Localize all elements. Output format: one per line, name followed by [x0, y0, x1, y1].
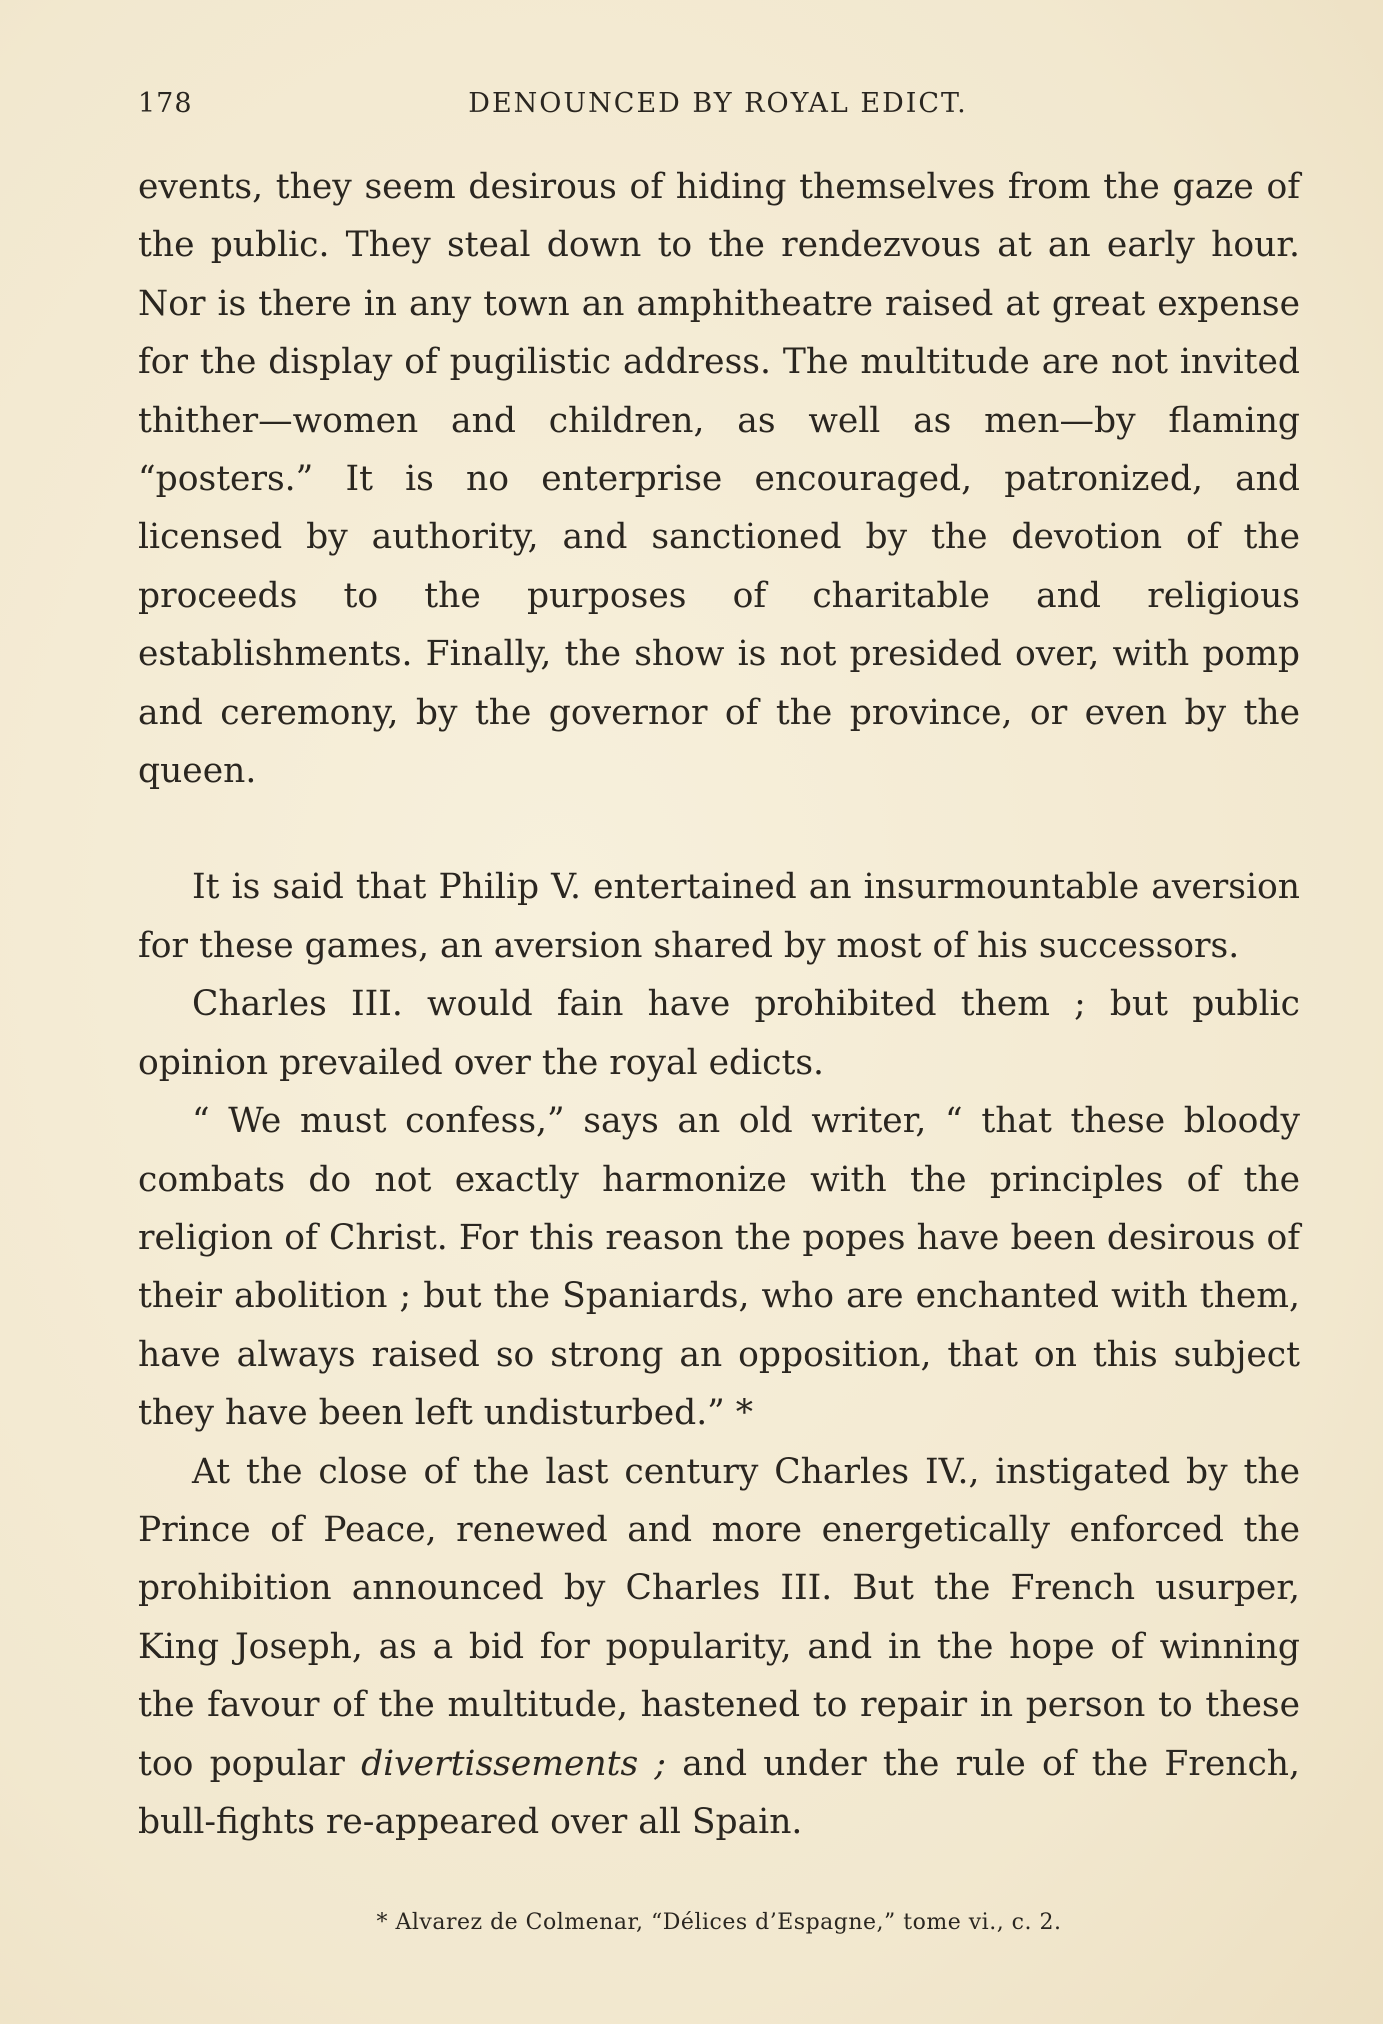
paragraph-continued: events, they seem desirous of hiding themselves from the gaze of the public. They steal down to the rendezvous at an early hour. Nor is there in any town an amphitheatre raised at great expense for the display of pugilistic address. The multitude are not invited thither—women and children, as well as men—by flaming “posters.” It is no enterprise encouraged, patronized, and licensed by authority, and sanctioned by the devotion of the proceeds to the purposes of charitable and religious establishments. Finally, the show is not presided over, with pomp and ceremony, by the governor of the province, or even by the queen.: [138, 167, 1300, 792]
paragraph-philip-v: It is said that Philip V. entertained an insurmountable aversion for these games, an aversion shared by most of his successors.: [138, 867, 1300, 966]
paragraph-charles-iv-text-after: and under the rule of the French, bull-fights re-appeared over all Spain.: [138, 1743, 1300, 1842]
paragraph-old-writer-quote: “ We must confess,” says an old writer, “ that these bloody combats do not exactly harmonize with the principles of the religion of Christ. For this reason the popes have been desirous of their abolition ; but the Spaniards, who are enchanted with them, have always raised so strong an opposition, that on this subject they have been left undisturbed.” *: [138, 1101, 1300, 1434]
paragraph-charles-iii: Charles III. would fain have prohibited them ; but public opinion prevailed over the royal edicts.: [138, 984, 1300, 1083]
footnote: * Alvarez de Colmenar, “Délices d’Espagne,” tome vi., c. 2.: [376, 1910, 1062, 1935]
body-text: [138, 158, 1300, 1851]
running-title: DENOUNCED BY ROYAL EDICT.: [468, 88, 968, 119]
paragraph-charles-iv-text-before: At the close of the last century Charles IV., instigated by the Prince of Peace, renewed and more energetically enforced the prohibition announced by Charles III. But the French usurper, King Joseph, as a bid for popularity, and in the hope of winning the favour of the multitude, hastened to repair in person to these too popular: [138, 1451, 1300, 1784]
paragraph-charles-iv: [138, 1443, 1300, 1852]
page-number: 178: [138, 88, 193, 119]
running-head: [138, 88, 1298, 128]
italic-divertissements: divertissements ;: [361, 1743, 667, 1784]
